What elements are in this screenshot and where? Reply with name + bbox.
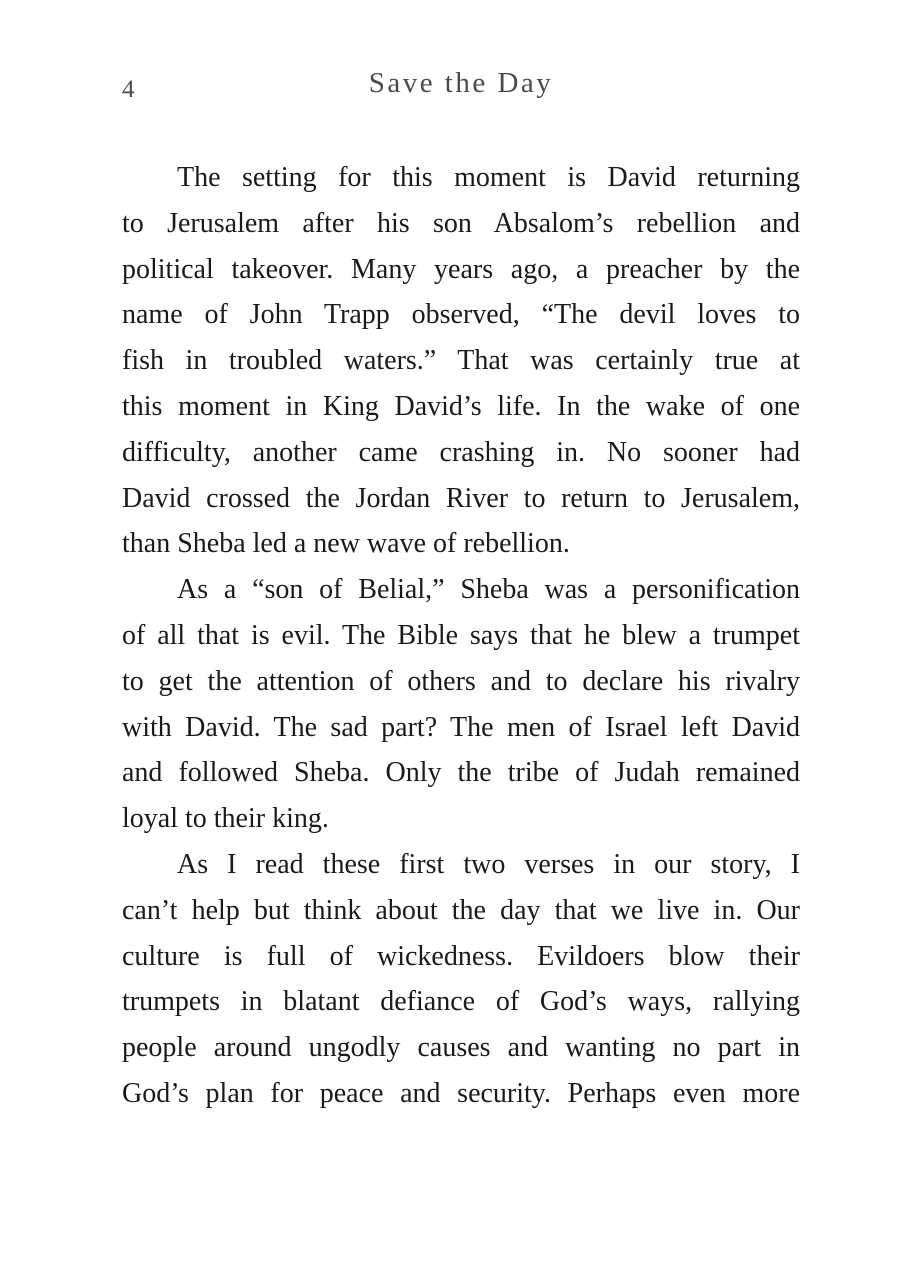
text-line: this moment in King David’s life. In the wake of one: [122, 390, 800, 422]
page-number: 4: [122, 76, 135, 103]
running-head: Save the Day: [368, 67, 554, 99]
text-line: of all that is evil. The Bible says that he blew a trumpet: [122, 619, 800, 651]
text-line: The setting for this moment is David returning: [177, 162, 800, 193]
text-line: with David. The sad part? The men of Israel left David: [122, 711, 800, 743]
text-line: As I read these first two verses in our story, I: [177, 848, 800, 880]
text-line: fish in troubled waters.” That was certainly true at: [122, 345, 800, 377]
text-line: than Sheba led a new wave of rebellion.: [122, 528, 570, 560]
text-line: David crossed the Jordan River to return to Jerusalem,: [122, 482, 800, 514]
text-line: God’s plan for peace and security. Perhaps even more: [122, 1077, 800, 1109]
text-line: difficulty, another came crashing in. No sooner had: [122, 436, 800, 468]
text-line: and followed Sheba. Only the tribe of Judah remained: [122, 757, 800, 789]
text-line: trumpets in blatant defiance of God’s ways, rallying: [122, 986, 800, 1018]
text-line: culture is full of wickedness. Evildoers blow their: [122, 940, 800, 972]
text-line: loyal to their king.: [122, 803, 329, 835]
text-line: to get the attention of others and to declare his rivalry: [122, 665, 800, 697]
text-line: to Jerusalem after his son Absalom’s rebellion and: [122, 207, 800, 239]
text-line: can’t help but think about the day that we live in. Our: [122, 894, 800, 926]
text-line: political takeover. Many years ago, a preacher by the: [122, 253, 800, 285]
body-text: [122, 155, 800, 1117]
text-line: people around ungodly causes and wanting no part in: [122, 1032, 800, 1064]
text-line: name of John Trapp observed, “The devil loves to: [122, 299, 800, 331]
text-line: As a “son of Belial,” Sheba was a personification: [177, 574, 800, 606]
